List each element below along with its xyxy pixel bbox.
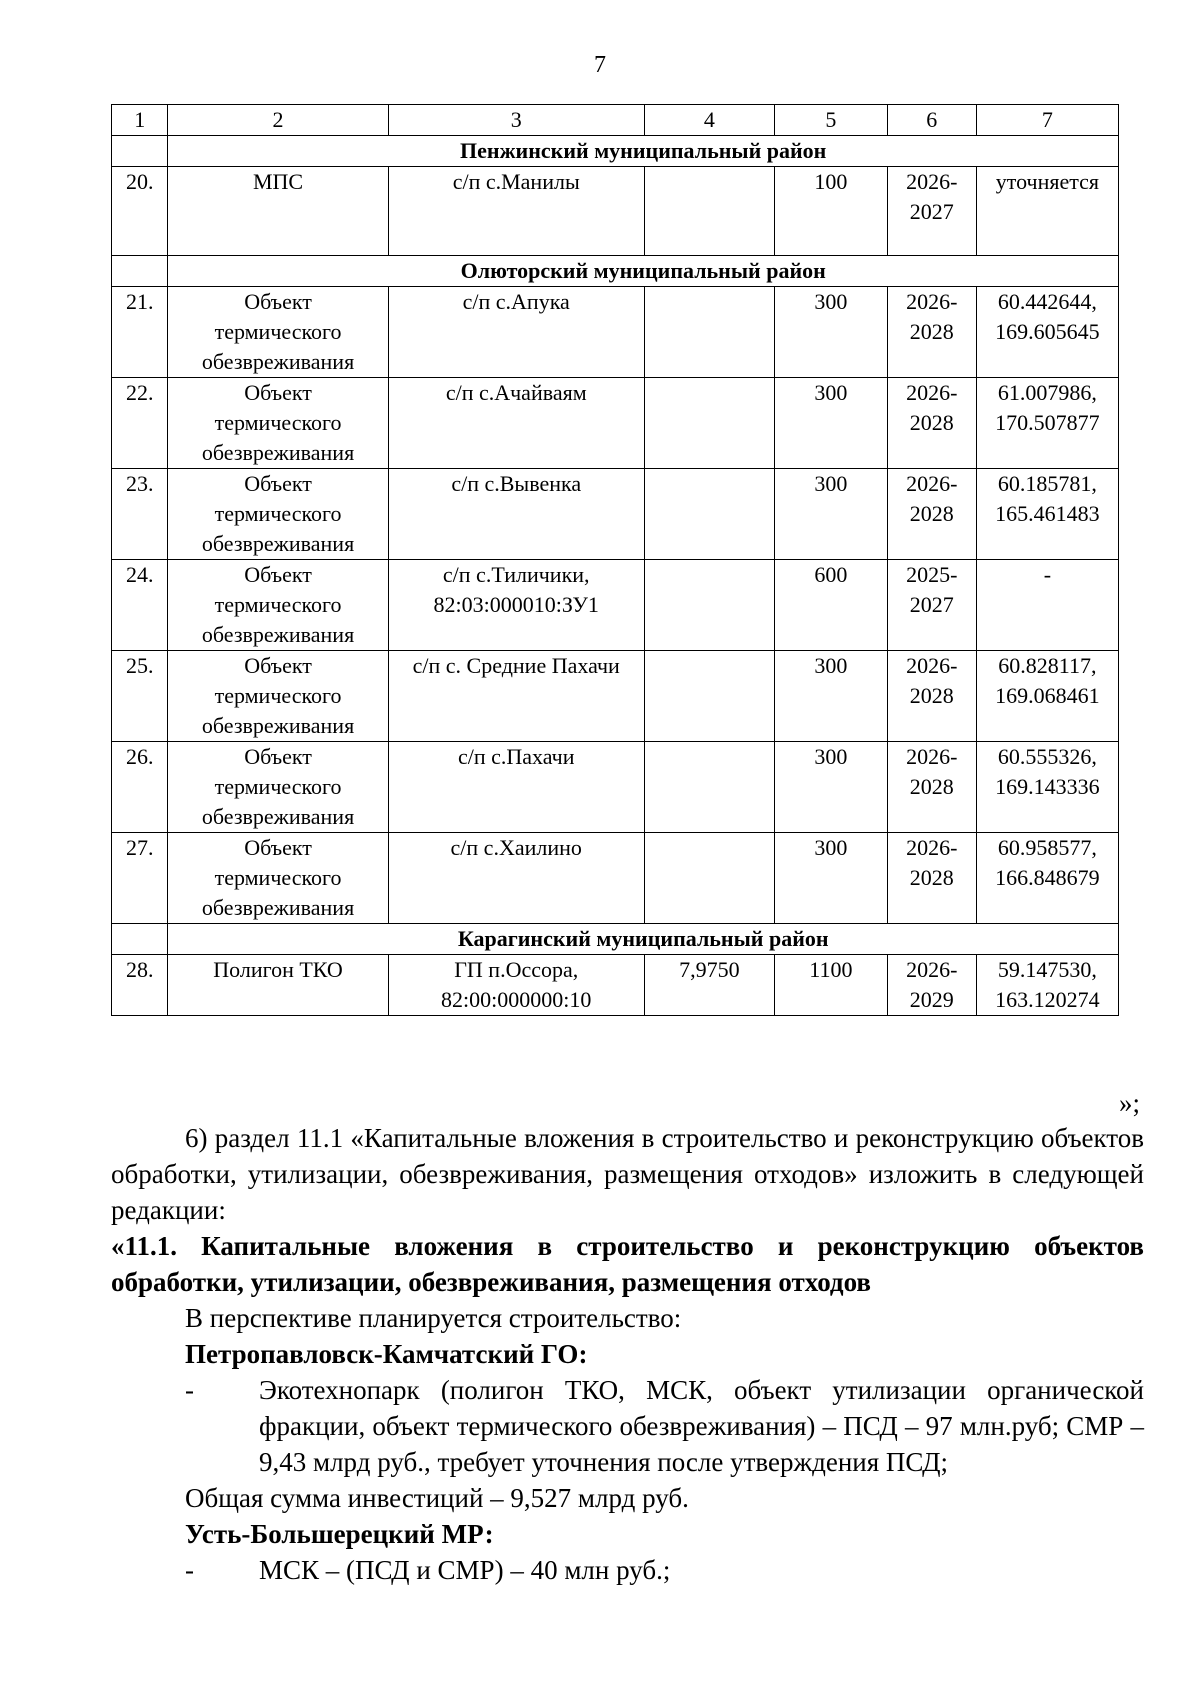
coordinates: уточняется [976,167,1118,256]
column-header-5: 5 [774,105,887,136]
row-number: 27. [112,833,168,924]
years: 2026- 2028 [887,378,976,469]
district-blank-cell [112,924,168,955]
table-row [112,742,1119,833]
object-type: Объект термического обезвреживания [168,469,388,560]
coordinates: - [976,560,1118,651]
object-type: Объект термического обезвреживания [168,651,388,742]
area [644,287,774,378]
object-type: Объект термического обезвреживания [168,833,388,924]
closing-quote: »; [1118,1088,1140,1118]
location: с/п с. Средние Пахачи [388,651,644,742]
pk-total: Общая сумма инвестиций – 9,527 млрд руб. [185,1483,689,1513]
row-number: 24. [112,560,168,651]
location: с/п с.Ачайваям [388,378,644,469]
coordinates: 59.147530, 163.120274 [976,955,1118,1016]
area [644,167,774,256]
ub-list-item [111,1552,1144,1588]
years: 2026- 2028 [887,833,976,924]
area [644,560,774,651]
capacity: 300 [774,833,887,924]
district-name: Пенжинский муниципальный район [168,136,1119,167]
table-row [112,378,1119,469]
row-number: 28. [112,955,168,1016]
coordinates: 60.185781, 165.461483 [976,469,1118,560]
coordinates: 60.828117, 169.068461 [976,651,1118,742]
row-number: 25. [112,651,168,742]
district-row [112,136,1119,167]
row-number: 22. [112,378,168,469]
ub-title: Усть-Большерецкий МР: [185,1519,494,1549]
district-row [112,256,1119,287]
coordinates: 60.958577, 166.848679 [976,833,1118,924]
row-number: 23. [112,469,168,560]
area [644,833,774,924]
location: с/п с.Апука [388,287,644,378]
table-row [112,287,1119,378]
area [644,651,774,742]
district-row [112,924,1119,955]
row-number: 20. [112,167,168,256]
intro-line: В перспективе планируется строительство: [185,1303,682,1333]
district-name: Карагинский муниципальный район [168,924,1119,955]
years: 2026- 2028 [887,469,976,560]
row-number: 26. [112,742,168,833]
district-blank-cell [112,136,168,167]
object-type: МПС [168,167,388,256]
body-text [111,1120,1144,1588]
area [644,742,774,833]
column-header-6: 6 [887,105,976,136]
column-header-4: 4 [644,105,774,136]
table-header-row [112,105,1119,136]
capacity: 300 [774,651,887,742]
district-blank-cell [112,256,168,287]
ub-item-text: МСК – (ПСД и СМР) – 40 млн руб.; [259,1555,671,1585]
object-type: Объект термического обезвреживания [168,742,388,833]
location: с/п с.Вывенка [388,469,644,560]
years: 2026- 2027 [887,167,976,256]
table-row [112,560,1119,651]
page-number: 7 [594,52,606,78]
years: 2026- 2028 [887,651,976,742]
object-type: Полигон ТКО [168,955,388,1016]
table-row [112,651,1119,742]
table-row [112,469,1119,560]
location: с/п с.Пахачи [388,742,644,833]
location: с/п с.Хаилино [388,833,644,924]
location: ГП п.Оссора, 82:00:000000:10 [388,955,644,1016]
table-row [112,955,1119,1016]
table-body [112,105,1119,1016]
section-heading: «11.1. Капитальные вложения в строительство и реконструкцию объектов обработки, утилизации, обезвреживания, размещения отходов [111,1231,1144,1297]
capacity: 600 [774,560,887,651]
pk-item-text: Экотехнопарк (полигон ТКО, МСК, объект утилизации органической фракции, объект термического обезвреживания) – ПСД – 97 млн.руб; СМР – 9,43 млрд руб., требует уточнения после утверждения ПСД; [259,1375,1144,1477]
paragraph-6: 6) раздел 11.1 «Капитальные вложения в строительство и реконструкцию объектов обработки, утилизации, обезвреживания, размещения отходов» изложить в следующей редакции: [111,1123,1144,1225]
area [644,469,774,560]
table-row [112,833,1119,924]
row-number: 21. [112,287,168,378]
district-name: Олюторский муниципальный район [168,256,1119,287]
area [644,378,774,469]
column-header-7: 7 [976,105,1118,136]
object-type: Объект термического обезвреживания [168,287,388,378]
capacity: 300 [774,742,887,833]
capacity: 300 [774,469,887,560]
registry-table [111,104,1119,1016]
pk-list-item [111,1372,1144,1480]
area: 7,9750 [644,955,774,1016]
list-dash: - [185,1555,194,1585]
table-row [112,167,1119,256]
location: с/п с.Манилы [388,167,644,256]
coordinates: 61.007986, 170.507877 [976,378,1118,469]
column-header-2: 2 [168,105,388,136]
pk-title: Петропавловск-Камчатский ГО: [185,1339,588,1369]
capacity: 300 [774,378,887,469]
capacity: 100 [774,167,887,256]
years: 2025- 2027 [887,560,976,651]
years: 2026- 2029 [887,955,976,1016]
list-dash: - [185,1375,194,1405]
coordinates: 60.555326, 169.143336 [976,742,1118,833]
capacity: 1100 [774,955,887,1016]
object-type: Объект термического обезвреживания [168,378,388,469]
years: 2026- 2028 [887,287,976,378]
column-header-1: 1 [112,105,168,136]
years: 2026- 2028 [887,742,976,833]
object-type: Объект термического обезвреживания [168,560,388,651]
coordinates: 60.442644, 169.605645 [976,287,1118,378]
column-header-3: 3 [388,105,644,136]
capacity: 300 [774,287,887,378]
location: с/п с.Тиличики, 82:03:000010:ЗУ1 [388,560,644,651]
